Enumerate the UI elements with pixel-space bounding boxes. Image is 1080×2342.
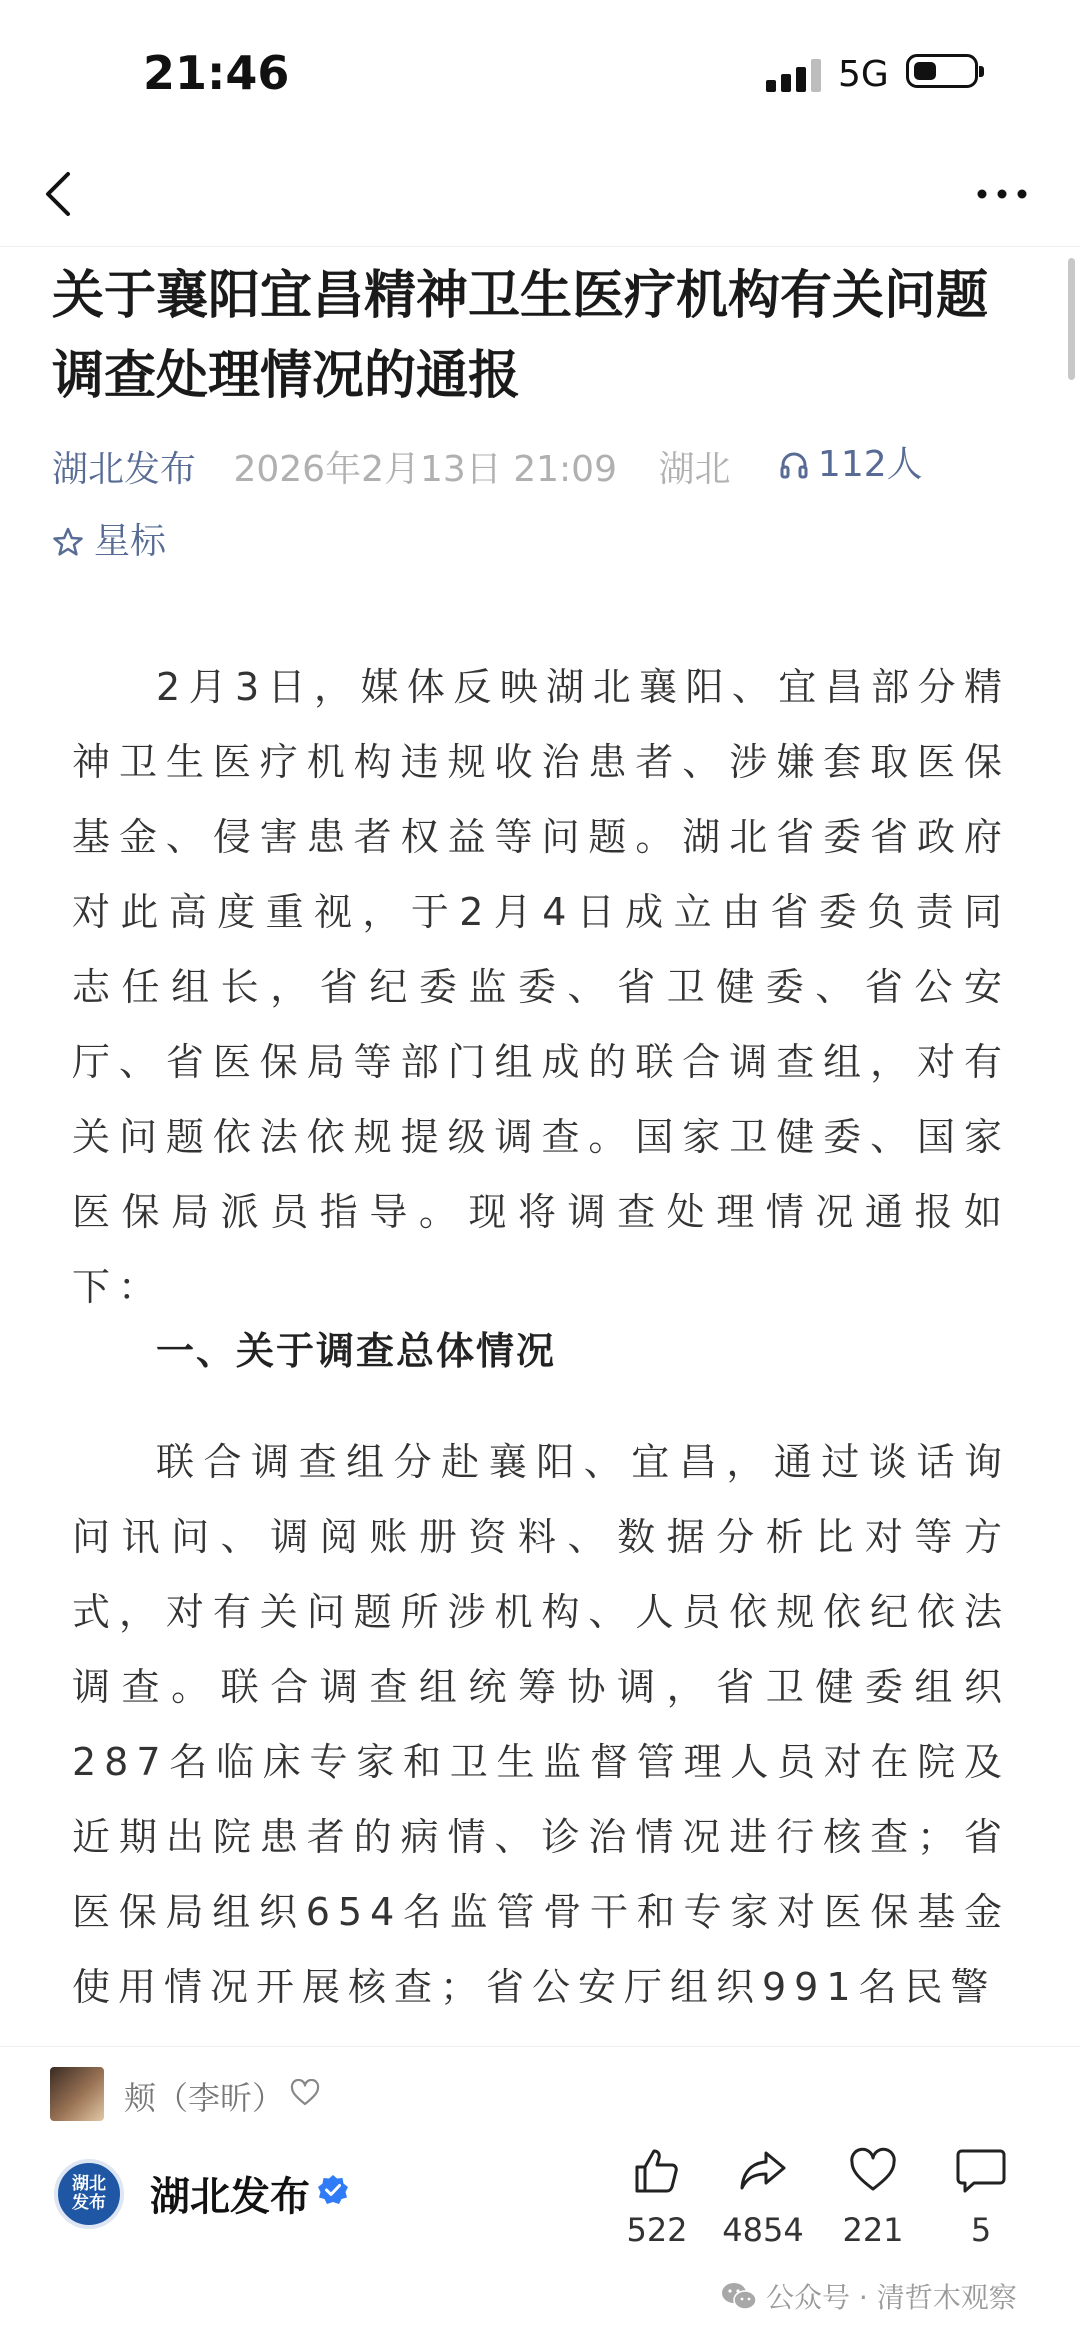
- section-heading-1: 一、关于调查总体情况: [156, 1329, 557, 1373]
- verified-badge-icon: [316, 2173, 350, 2211]
- comment-icon: [954, 2145, 1008, 2197]
- account-logo[interactable]: [54, 2159, 124, 2229]
- watermark-text: 公众号 · 清哲木观察: [766, 2281, 1017, 2314]
- article-title: 关于襄阳宜昌精神卫生医疗机构有关问题调查处理情况的通报: [52, 266, 989, 406]
- network-label: 5G: [838, 54, 889, 95]
- favorite-count: 221: [842, 2211, 904, 2249]
- status-time: 21:46: [143, 46, 290, 100]
- more-icon[interactable]: [972, 174, 1032, 214]
- share-icon: [737, 2145, 789, 2197]
- account-link[interactable]: 湖北发布: [52, 449, 197, 490]
- star-button[interactable]: [52, 517, 166, 567]
- watermark: [720, 2276, 1017, 2316]
- star-icon: [52, 526, 84, 558]
- favorite-button[interactable]: [818, 2145, 928, 2249]
- listen-button[interactable]: [778, 440, 923, 490]
- reader-name: 颊（李昕）: [124, 2079, 285, 2117]
- listener-count: 112人: [817, 444, 923, 485]
- heart-outline-icon: [290, 2079, 320, 2111]
- scrollbar-thumb[interactable]: [1068, 258, 1075, 380]
- article-meta: [52, 440, 923, 490]
- comment-button[interactable]: [926, 2145, 1036, 2249]
- like-count: 522: [626, 2211, 688, 2249]
- reader-avatar: [50, 2067, 104, 2121]
- star-label: 星标: [94, 521, 167, 562]
- nav-bar: [0, 140, 1080, 247]
- account-name[interactable]: 湖北发布: [150, 2174, 310, 2220]
- share-button[interactable]: [708, 2145, 818, 2249]
- account-logo-text: 湖北发布: [72, 2174, 106, 2213]
- back-chevron-icon[interactable]: [38, 164, 84, 224]
- comment-count: 5: [970, 2211, 992, 2249]
- article-paragraph-1: 2月3日，媒体反映湖北襄阳、宜昌部分精神卫生医疗机构违规收治患者、涉嫌套取医保基金、侵害患者权益等问题。湖北省委省政府对此高度重视，于2月4日成立由省委负责同志任组长，省纪委监委、省卫健委、省公安厅、省医保局等部门组成的联合调查组，对有关问题依法依规提级调查。国家卫健委、国家医保局派员指导。现将调查处理情况通报如下：: [72, 665, 1010, 1309]
- battery-icon: [906, 54, 978, 88]
- publish-location: 湖北: [658, 449, 731, 490]
- headphones-icon: [778, 449, 810, 481]
- signal-icon: [766, 58, 822, 92]
- like-button[interactable]: [602, 2145, 712, 2249]
- status-bar: [0, 0, 1080, 140]
- thumbs-up-icon: [631, 2145, 683, 2197]
- wechat-icon: [720, 2280, 758, 2312]
- publish-date: 2026年2月13日 21:09: [233, 449, 617, 490]
- article-paragraph-2: 联合调查组分赴襄阳、宜昌，通过谈话询问讯问、调阅账册资料、数据分析比对等方式，对有关问题所涉机构、人员依规依纪依法调查。联合调查组统筹协调，省卫健委组织287名临床专家和卫生监督管理人员对在院及近期出院患者的病情、诊治情况进行核查；省医保局组织654名监管骨干和专家对医保基金使用情况开展核查；省公安厅组织991名民警: [72, 1440, 1010, 2009]
- share-count: 4854: [722, 2211, 804, 2249]
- heart-icon: [847, 2145, 899, 2197]
